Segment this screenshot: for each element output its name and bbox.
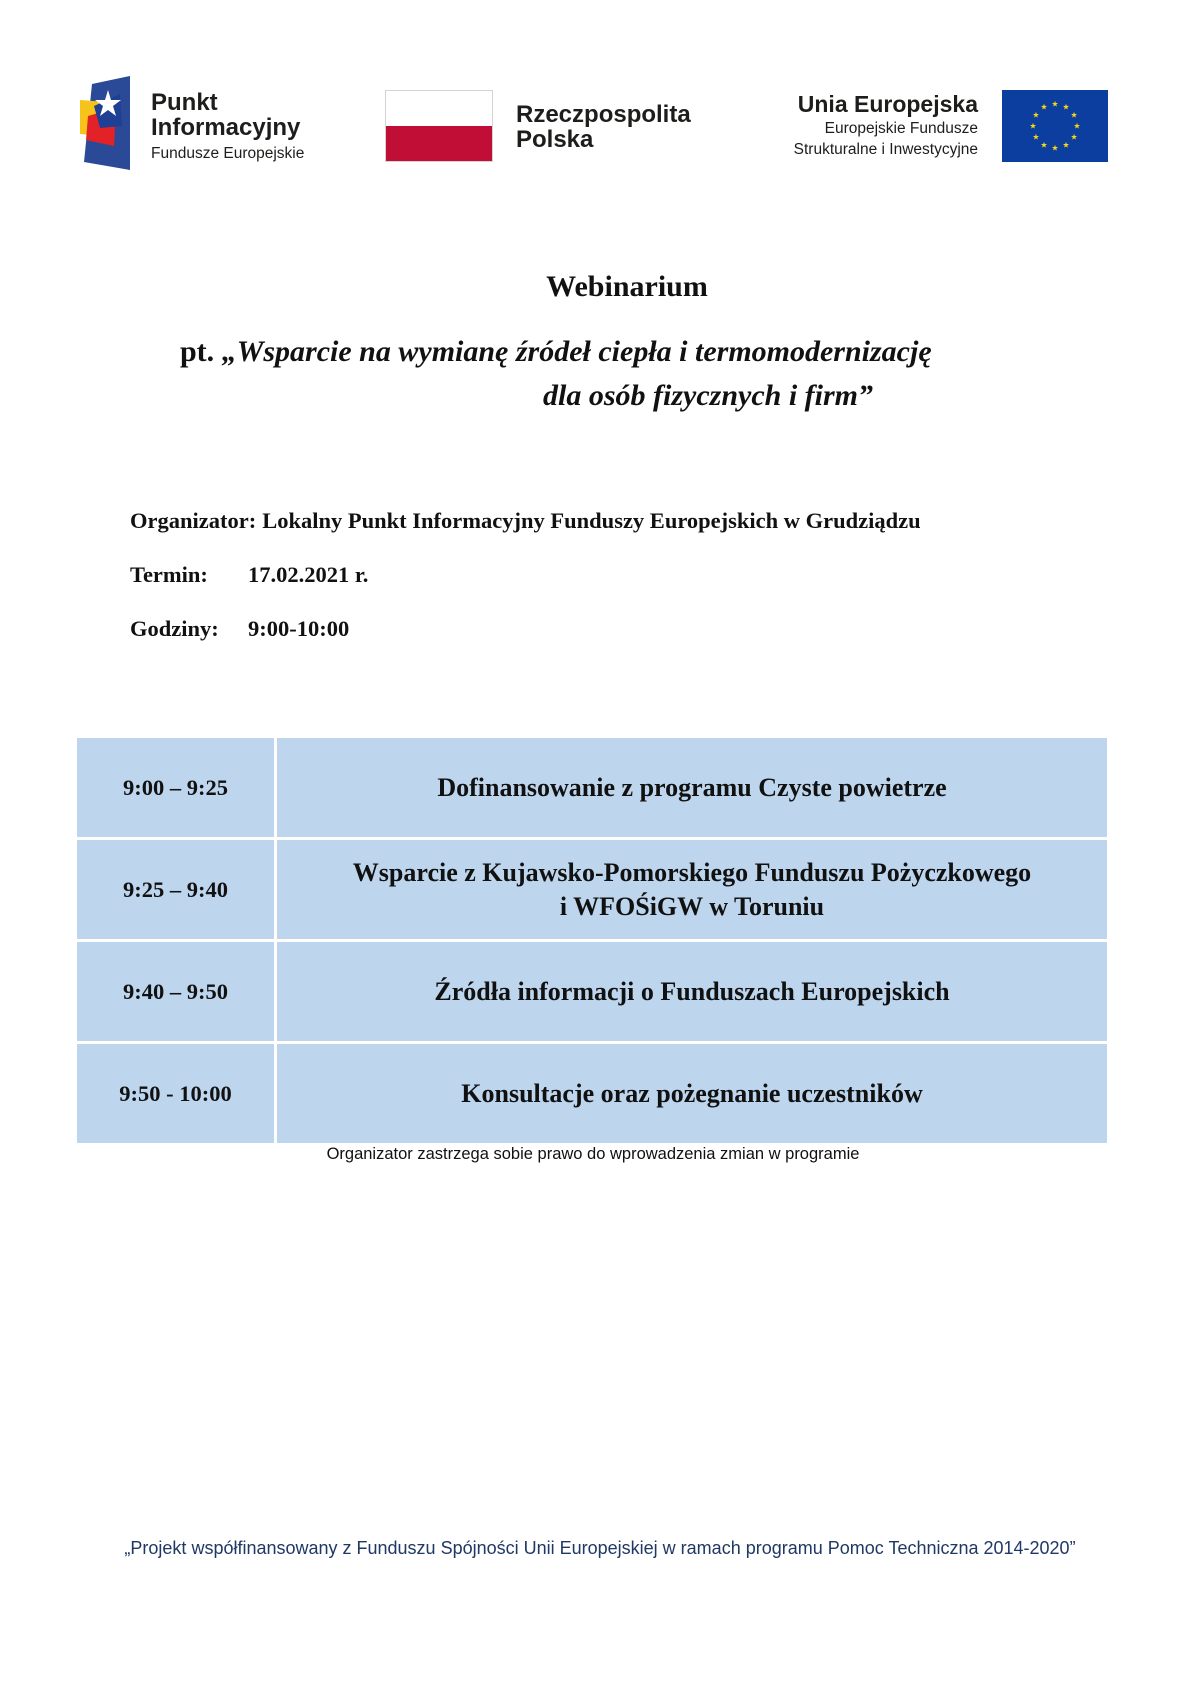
- punkt-informacyjny-text: [151, 90, 304, 165]
- schedule-time: 9:00 – 9:25: [76, 737, 276, 839]
- schedule-topic-line1: Wsparcie z Kujawsko-Pomorskiego Funduszu Pożyczkowego: [352, 857, 1032, 887]
- funding-footer: „Projekt współfinansowany z Funduszu Spójności Unii Europejskiej w ramach programu Pomoc Techniczna 2014-2020”: [124, 1538, 1076, 1558]
- punkt-informacyjny-emblem-icon: [80, 76, 130, 170]
- unia-europejska-logo: [760, 90, 1108, 162]
- unia-europejska-text: [748, 90, 978, 160]
- page-title: Webinarium: [546, 270, 708, 303]
- organizer-label: Organizator:: [130, 508, 257, 533]
- schedule-time: 9:50 - 10:00: [76, 1043, 276, 1145]
- program-change-note: Organizator zastrzega sobie prawo do wprowadzenia zmian w programie: [326, 1145, 860, 1163]
- table-row: [76, 839, 1109, 941]
- punkt-informacyjny-logo: [80, 76, 320, 170]
- subtitle-line1: „Wsparcie na wymianę źródeł ciepła i termomodernizację: [221, 335, 932, 368]
- schedule-time: 9:40 – 9:50: [76, 941, 276, 1043]
- schedule-topic: [276, 839, 1109, 941]
- logo-pi-line2: Informacyjny: [151, 114, 301, 141]
- logo-rp-line1: Rzeczpospolita: [516, 101, 691, 128]
- logo-bar: [80, 72, 1108, 172]
- logo-pi-line1: Punkt: [151, 89, 218, 116]
- logo-ue-line2: Europejskie Fundusze: [824, 120, 978, 137]
- rzeczpospolita-logo: [385, 90, 705, 162]
- hours-label: Godziny:: [130, 616, 219, 641]
- date-label: Termin:: [130, 562, 208, 587]
- schedule-time: 9:25 – 9:40: [76, 839, 276, 941]
- subtitle-line2: dla osób fizycznych i firm”: [543, 379, 873, 412]
- schedule-topic: Konsultacje oraz pożegnanie uczestników: [276, 1043, 1109, 1145]
- webinar-subtitle: [180, 330, 1090, 418]
- polish-flag-icon: [385, 90, 493, 162]
- organizer-row: [130, 505, 921, 559]
- hours-value: 9:00-10:00: [248, 616, 350, 641]
- schedule-topic: Dofinansowanie z programu Czyste powietrze: [276, 737, 1109, 839]
- table-row: [76, 1043, 1109, 1145]
- event-info: [130, 505, 921, 667]
- hours-row: [130, 613, 921, 667]
- logo-ue-line3: Strukturalne i Inwestycyjne: [793, 141, 978, 158]
- schedule-topic-line2: i WFOŚiGW w Toruniu: [559, 891, 825, 921]
- eu-flag-icon: [1002, 90, 1108, 162]
- organizer-value: Lokalny Punkt Informacyjny Funduszy Europejskich w Grudziądzu: [262, 508, 921, 533]
- date-row: [130, 559, 921, 613]
- logo-ue-line1: Unia Europejska: [797, 91, 978, 117]
- date-value: 17.02.2021 r.: [248, 562, 369, 587]
- subtitle-prefix: pt.: [180, 335, 215, 368]
- logo-pi-line3: Fundusze Europejskie: [151, 145, 305, 162]
- table-row: [76, 941, 1109, 1043]
- table-row: [76, 737, 1109, 839]
- logo-rp-line2: Polska: [516, 126, 594, 153]
- schedule-table: [74, 735, 1110, 1146]
- schedule-topic: Źródła informacji o Funduszach Europejskich: [276, 941, 1109, 1043]
- rzeczpospolita-text: [516, 102, 691, 152]
